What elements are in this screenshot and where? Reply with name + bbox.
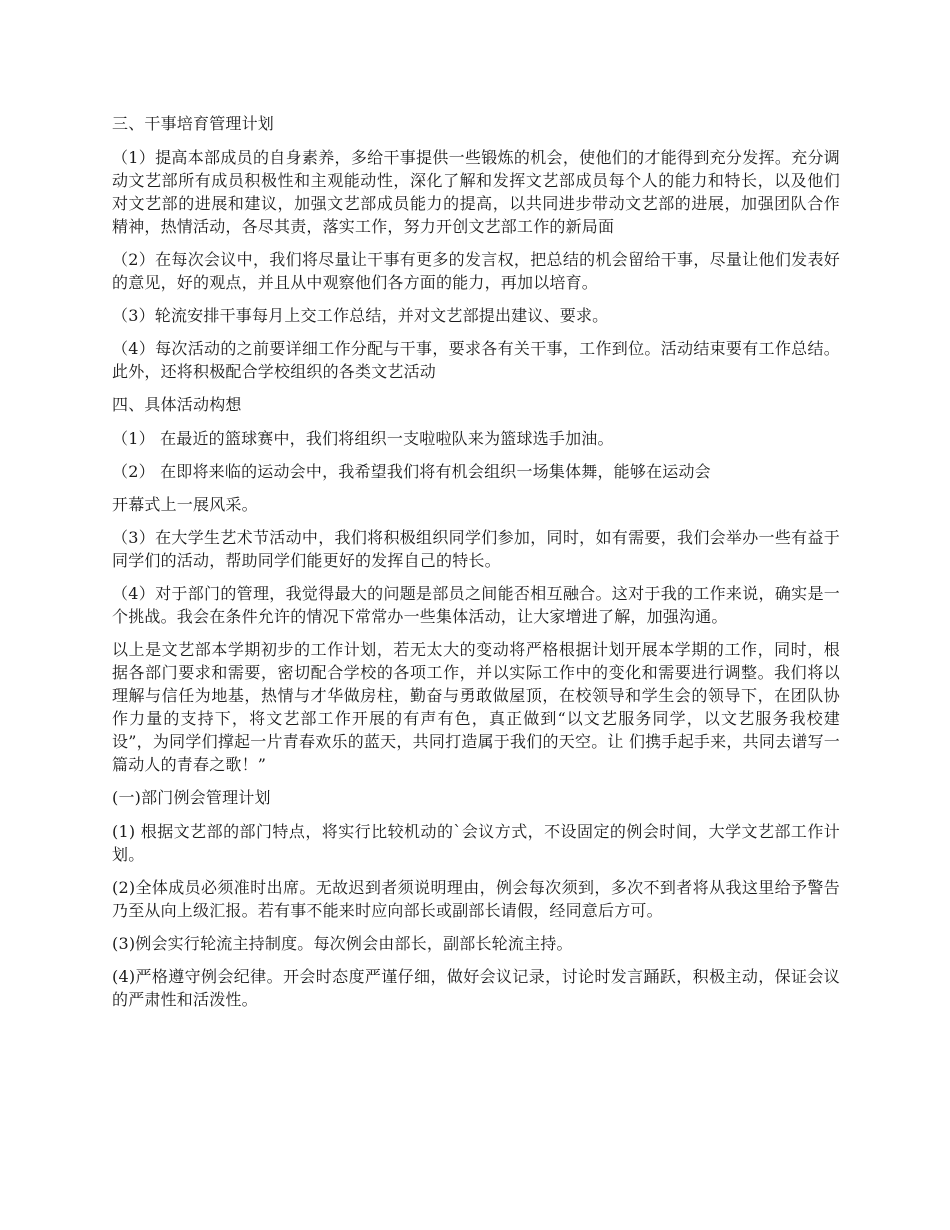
paragraph-activity-2: （2） 在即将来临的运动会中，我希望我们将有机会组织一场集体舞，能够在运动会: [112, 462, 711, 481]
paragraph-activity-2-continued: 开幕式上一展风采。: [112, 495, 258, 514]
paragraph-summary: 以上是文艺部本学期初步的工作计划，若无太大的变动将严格根据计划开展本学期的工作，同时，根据各部门要求和需要，密切配合学校的各项工作，并以实际工作中的变化和需要进行调整。我们将以理解与信任为地基，热情与才华做房柱，勤奋与勇敢做屋顶，在校领导和学生会的领导下，在团队协作力量的支持下，将文艺部工作开展的有声有色，真正做到“以文艺服务同学，以文艺服务我校建设”，为同学们撑起一片青春欢乐的蓝天，共同打造属于我们的天空。让 们携手起手来，共同去谱写一篇动人的青春之歌！”: [112, 640, 840, 774]
section-heading-cadre-training: 三、干事培育管理计划: [112, 114, 275, 133]
section-heading-meeting-plan: (一)部门例会管理计划: [112, 788, 271, 807]
paragraph-cadre-4: （4）每次活动的之前要详细工作分配与干事，要求各有关干事，工作到位。活动结束要有工作总结。此外，还将积极配合学校组织的各类文艺活动: [112, 339, 840, 381]
paragraph-cadre-3: （3）轮流安排干事每月上交工作总结，并对文艺部提出建议、要求。: [112, 306, 609, 325]
paragraph-activity-1: （1） 在最近的篮球赛中，我们将组织一支啦啦队来为篮球选手加油。: [112, 429, 614, 448]
paragraph-meeting-2: (2)全体成员必须准时出席。无故迟到者须说明理由，例会每次须到，多次不到者将从我这里给予警告乃至从向上级汇报。若有事不能来时应向部长或副部长请假，经同意后方可。: [112, 878, 840, 920]
paragraph-meeting-3: (3)例会实行轮流主持制度。每次例会由部长，副部长轮流主持。: [112, 934, 573, 953]
paragraph-cadre-2: （2）在每次会议中，我们将尽量让干事有更多的发言权，把总结的机会留给干事，尽量让他们发表好的意见，好的观点，并且从中观察他们各方面的能力，再加以培育。: [112, 250, 840, 292]
paragraph-cadre-1: （1）提高本部成员的自身素养，多给干事提供一些锻炼的机会，使他们的才能得到充分发挥。充分调动文艺部所有成员积极性和主观能动性，深化了解和发挥文艺部成员每个人的能力和特长，以及他们对文艺部的进展和建议，加强文艺部成员能力的提高，以共同进步带动文艺部的进展，加强团队合作精神，热情活动，各尽其责，落实工作，努力开创文艺部工作的新局面: [112, 148, 840, 236]
paragraph-meeting-4: (4)严格遵守例会纪律。开会时态度严谨仔细，做好会议记录，讨论时发言踊跃，积极主动，保证会议的严肃性和活泼性。: [112, 967, 840, 1009]
paragraph-meeting-1: (1) 根据文艺部的部门特点，将实行比较机动的`会议方式，不设固定的例会时间，大学文艺部工作计划。: [112, 822, 840, 864]
paragraph-activity-3: （3）在大学生艺术节活动中，我们将积极组织同学们参加，同时，如有需要，我们会举办一些有益于同学们的活动，帮助同学们能更好的发挥自己的特长。: [112, 528, 840, 570]
section-heading-activities: 四、具体活动构想: [112, 395, 242, 414]
paragraph-activity-4: （4）对于部门的管理，我觉得最大的问题是部员之间能否相互融合。这对于我的工作来说，确实是一个挑战。我会在条件允许的情况下常常办一些集体活动，让大家增进了解，加强沟通。: [112, 584, 840, 626]
